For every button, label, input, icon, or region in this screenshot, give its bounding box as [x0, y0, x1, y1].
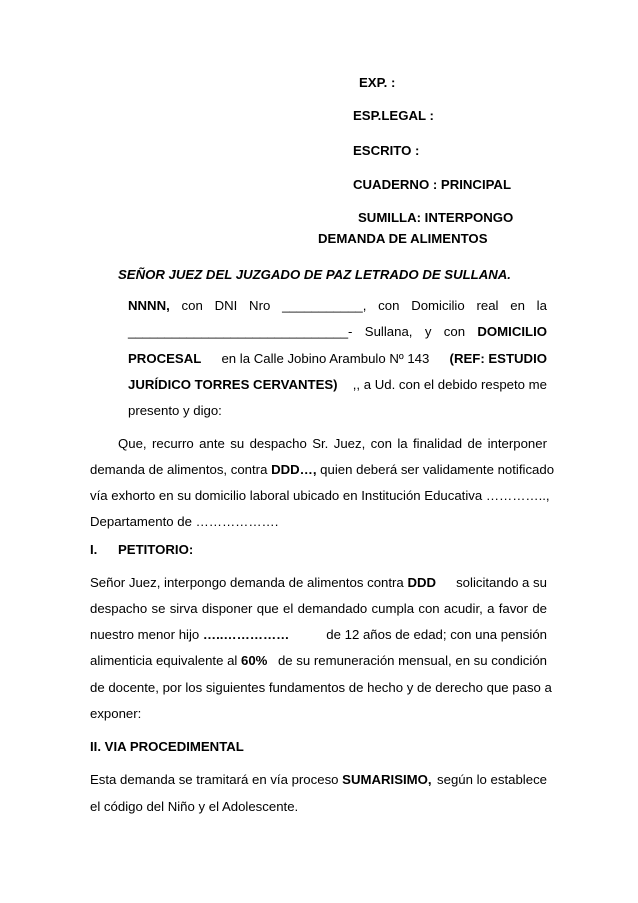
- word: PROCESAL: [128, 351, 202, 366]
- defendant-name: DDD: [407, 575, 437, 590]
- petitorio-line-1: [90, 575, 547, 591]
- escrito-label: ESCRITO :: [353, 143, 420, 158]
- addressee: SEÑOR JUEZ DEL JUZGADO DE PAZ LETRADO DE SULLANA.: [118, 267, 511, 282]
- word: con: [378, 298, 400, 313]
- text-fragment: Esta demanda se tramitará en vía proceso: [90, 772, 343, 787]
- text-fragment: alimenticia equivalente al: [90, 653, 242, 668]
- petitorio-line-3: [90, 627, 547, 643]
- petitorio-line-6: exponer:: [90, 706, 142, 721]
- para1-line-3: vía exhorto en su domicilio laboral ubicado en Institución Educativa …………..,: [90, 488, 550, 503]
- dni-blank: ___________,: [282, 298, 367, 313]
- defendant-name: DDD…,: [271, 462, 317, 477]
- word: y: [424, 324, 432, 339]
- cuaderno-label: CUADERNO : PRINCIPAL: [353, 177, 512, 192]
- section-1-number: I.: [90, 542, 98, 557]
- intro-line-5: presento y digo:: [128, 403, 222, 418]
- sumilla-line-1: SUMILLA: INTERPONGO: [358, 210, 514, 225]
- address-text: en la Calle Jobino Arambulo Nº 143: [221, 351, 430, 366]
- word: DOMICILIO: [477, 324, 547, 339]
- text-fragment: quien deberá ser validamente notificado: [316, 462, 555, 477]
- text-fragment: según lo establece: [433, 772, 547, 787]
- word: DNI: [214, 298, 238, 313]
- section-1-title: PETITORIO:: [118, 542, 194, 557]
- via-line-2: el código del Niño y el Adolescente.: [90, 799, 299, 814]
- word: en: [510, 298, 525, 313]
- intro-line-4: [128, 377, 547, 393]
- word: con: [443, 324, 466, 339]
- para1-line-1: Que, recurro ante su despacho Sr. Juez, con la finalidad de interponer: [118, 436, 547, 451]
- para1-line-2: [90, 462, 555, 478]
- word: Nro: [249, 298, 271, 313]
- text-fragment: nuestro menor hijo: [90, 627, 203, 642]
- esp-legal-label: ESP.LEGAL :: [353, 108, 434, 123]
- percentage: 60%: [241, 653, 268, 668]
- ref-text: (REF: ESTUDIO: [449, 351, 547, 366]
- intro-line-2: [128, 324, 547, 340]
- study-name: JURÍDICO TORRES CERVANTES): [128, 377, 338, 392]
- child-name-blank: …..……………: [202, 627, 290, 642]
- plaintiff-name: NNNN,: [128, 298, 170, 313]
- text-fragment: demanda de alimentos, contra: [90, 462, 272, 477]
- greeting-text: ,, a Ud. con el debido respeto me: [352, 377, 547, 392]
- text-fragment: Señor Juez, interpongo demanda de alimentos contra: [90, 575, 408, 590]
- petitorio-line-2: despacho se sirva disponer que el demandado cumpla con acudir, a favor de: [90, 601, 547, 616]
- word: real: [476, 298, 499, 313]
- petitorio-line-5: de docente, por los siguientes fundamentos de hecho y de derecho que paso a: [90, 680, 552, 695]
- text-fragment: de su remuneración mensual, en su condición: [274, 653, 547, 668]
- intro-line-3: [128, 351, 547, 367]
- para1-line-4: Departamento de ……………….: [90, 514, 279, 529]
- via-line-1: [90, 772, 547, 788]
- section-2-title: II. VIA PROCEDIMENTAL: [90, 739, 244, 754]
- petitorio-line-4: [90, 653, 547, 669]
- word: con: [181, 298, 203, 313]
- text-fragment: solicitando a su: [452, 575, 547, 590]
- text-fragment: de 12 años de edad; con una pensión: [322, 627, 547, 642]
- intro-line-1: [128, 298, 547, 314]
- word: Sullana,: [364, 324, 413, 339]
- address-blank: ______________________________-: [128, 324, 353, 339]
- exp-label: EXP. :: [359, 75, 396, 90]
- procedure-type: SUMARISIMO,: [342, 772, 432, 787]
- sumilla-line-2: DEMANDA DE ALIMENTOS: [318, 231, 488, 246]
- word: Domicilio: [411, 298, 465, 313]
- word: la: [536, 298, 547, 313]
